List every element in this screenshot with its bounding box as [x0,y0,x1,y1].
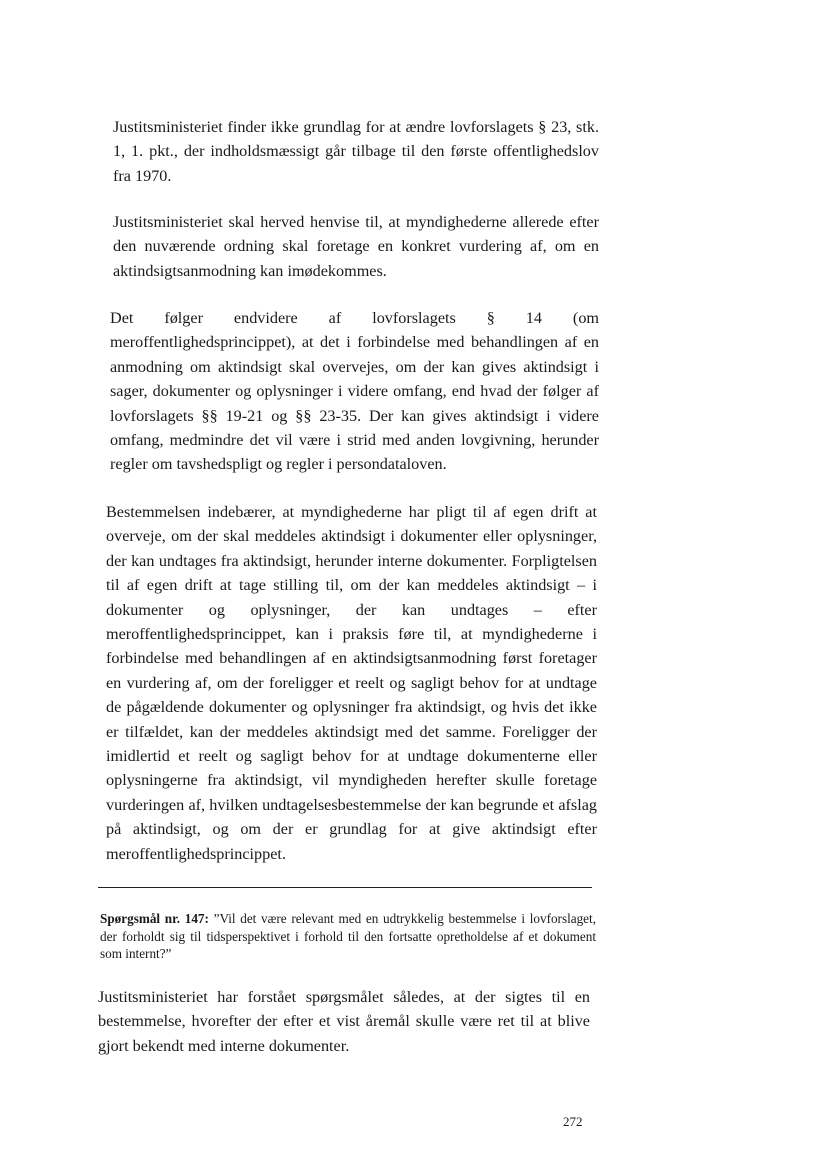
question-block [100,910,596,963]
page-number: 272 [563,1114,583,1129]
section-divider [98,887,592,888]
paragraph-4: Bestemmelsen indebærer, at myndighederne har pligt til af egen drift at overveje, om der skal meddeles aktindsigt i dokumenter eller oplysninger, der kan undtages fra aktindsigt, herunder interne dokumenter. Forpligtelsen til af egen drift at tage stilling til, om der kan meddeles aktindsigt – i dokumenter og oplysninger, der kan undtages – efter meroffentlighedsprincippet, kan i praksis føre til, at myndighederne i forbindelse med behandlingen af en aktindsigtsanmodning først foretager en vurdering af, om der foreligger et reelt og sagligt behov for at undtage de pågældende dokumenter og oplysninger fra aktindsigt, og hvis det ikke er tilfældet, kan der meddeles aktindsigt med det samme. Foreligger der imidlertid et reelt og sagligt behov for at undtage dokumenterne eller oplysningerne fra aktindsigt, vil myndigheden herefter skulle foretage vurderingen af, hvilken undtagelsesbestemmelse der kan begrunde et afslag på aktindsigt, og om der er grundlag for at give aktindsigt efter meroffentlighedsprincippet. [106,503,597,863]
question-text: ”Vil det være relevant med en udtrykkelig bestemmelse i lovforslaget, der forholdt sig til tidsperspektivet i forhold til den fortsatte opretholdelse af et dokument som internt?” [100,911,596,961]
paragraph-3: Det følger endvidere af lovforslagets § 14 (om meroffentlighedsprincippet), at det i forbindelse med behandlingen af en anmodning om aktindsigt skal overvejes, om der kan gives aktindsigt i sager, dokumenter og oplysninger i videre omfang, end hvad der følger af lovforslagets §§ 19-21 og §§ 23-35. Der kan gives aktindsigt i videre omfang, medmindre det vil være i strid med anden lovgivning, herunder regler om tavshedspligt og regler i persondataloven. [110,309,599,474]
paragraph-2: Justitsministeriet skal herved henvise til, at myndighederne allerede efter den nuværende ordning skal foretage en konkret vurdering af, om en aktindsigtsanmodning kan imødekommes. [113,213,599,280]
question-number: Spørgsmål nr. 147: [100,911,209,926]
answer-paragraph: Justitsministeriet har forstået spørgsmålet således, at der sigtes til en bestemmelse, hvorefter der efter et vist åremål skulle være ret til at blive gjort bekendt med interne dokumenter. [98,988,590,1055]
paragraph-1: Justitsministeriet finder ikke grundlag for at ændre lovforslagets § 23, stk. 1, 1. pkt., der indholdsmæssigt går tilbage til den første offentlighedslov fra 1970. [113,118,599,185]
